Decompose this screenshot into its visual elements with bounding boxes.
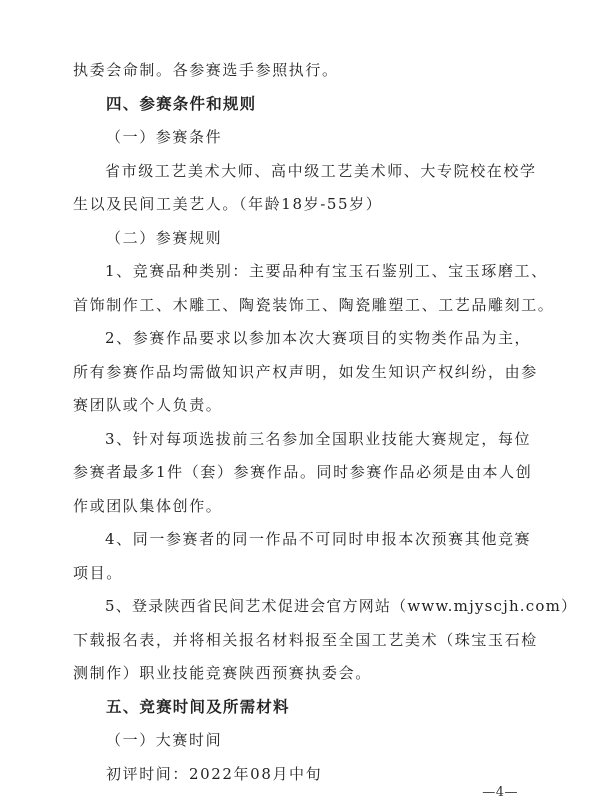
subsection-heading: （二）参赛规则 [106,228,223,247]
page-number: —4— [482,785,518,800]
paragraph-line: 2、参赛作品要求以参加本次大赛项目的实物类作品为主， [105,329,532,347]
paragraph-line: 所有参赛作品均需做知识产权声明，如发生知识产权纠纷，由参 [73,362,538,381]
paragraph-line: 参赛者最多1件（套）参赛作品。同时参赛作品必须是由本人创 [73,463,533,481]
section-heading-5: 五、竞赛时间及所需材料 [106,697,290,716]
paragraph-line: 3、针对每项选拔前三名参加全国职业技能大赛规定，每位 [105,429,532,448]
paragraph-line: 省市级工艺美术大师、高中级工艺美术师、大专院校在校学 [105,161,537,180]
paragraph-line: 初评时间：2022年08月中旬 [106,764,323,783]
paragraph-line: 4、同一参赛者的同一作品不可同时申报本次预赛其他竞赛 [105,530,532,548]
paragraph-line: 测制作）职业技能竞赛陕西预赛执委会。 [73,664,372,682]
subsection-heading: （一）参赛条件 [106,128,223,146]
paragraph-line: 5、登录陕西省民间艺术促进会官方网站（www.mjyscjh.com） [105,597,578,615]
paragraph-line: 执委会命制。各参赛选手参照执行。 [73,61,339,79]
paragraph-line: 作或团队集体创作。 [73,496,223,515]
paragraph-line: 首饰制作工、木雕工、陶瓷装饰工、陶瓷雕塑工、工艺品雕刻工。 [73,295,555,314]
paragraph-line: 下载报名表，并将相关报名材料报至全国工艺美术（珠宝玉石检 [73,630,538,649]
paragraph-line: 赛团队或个人负责。 [73,396,223,414]
section-heading-4: 四、参赛条件和规则 [106,94,257,113]
subsection-heading: （一）大赛时间 [106,731,223,749]
paragraph-line: 生以及民间工美艺人。（年龄18岁-55岁） [73,195,383,213]
paragraph-line: 1、竞赛品种类别：主要品种有宝玉石鉴别工、宝玉琢磨工、 [105,262,548,280]
paragraph-line: 项目。 [73,563,123,582]
